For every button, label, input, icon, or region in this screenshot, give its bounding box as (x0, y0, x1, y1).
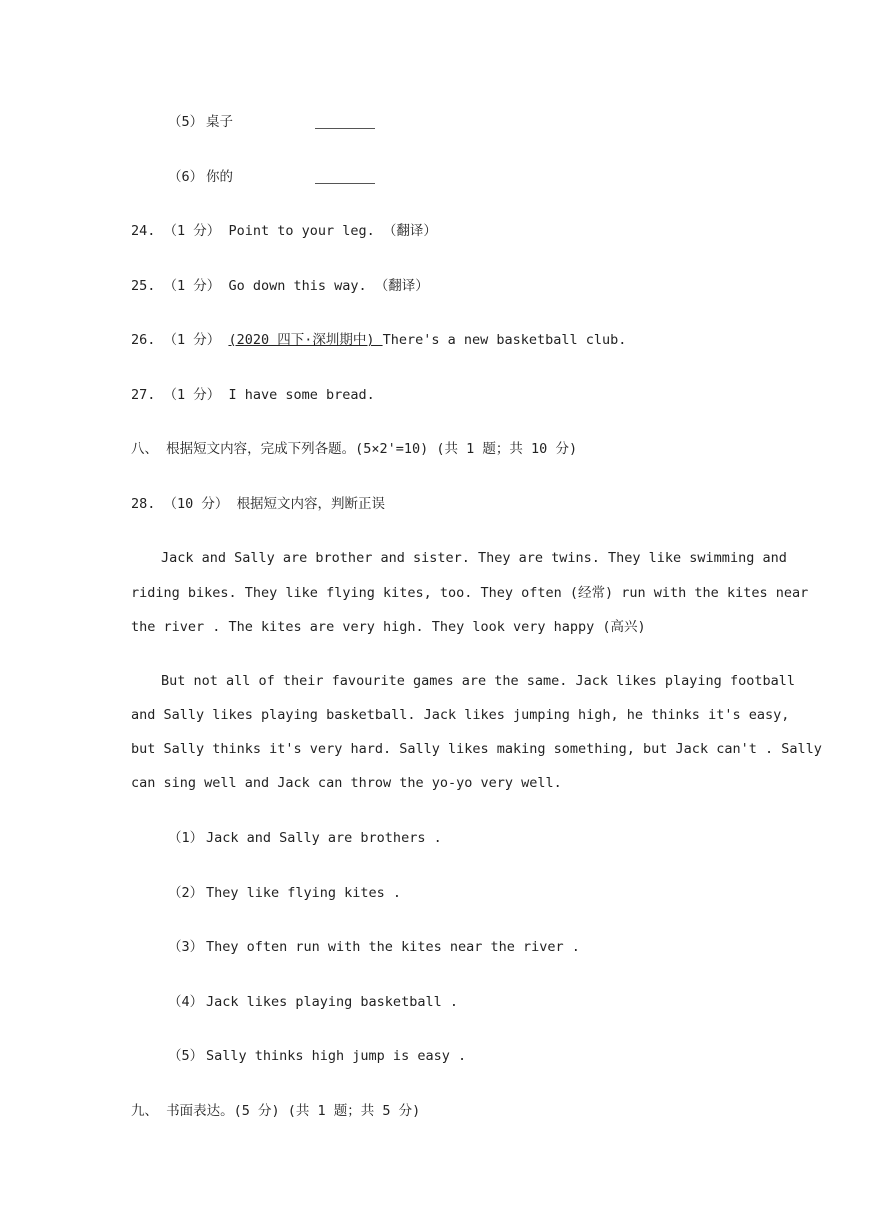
question-number: 28. (131, 496, 156, 512)
section-heading-8 (131, 439, 577, 459)
section-title: 根据短文内容，完成下列各题。(5×2'=10) (共 1 题；共 10 分) (166, 441, 578, 457)
item-text: Sally thinks high jump is easy . (206, 1048, 467, 1064)
passage-line: and Sally likes playing basketball. Jack likes jumping high, he thinks it's easy, (131, 707, 790, 723)
question-number: 27. (131, 387, 156, 403)
question-source: (2020 四下·深圳期中) (228, 332, 383, 348)
item-number: （2） (168, 885, 204, 901)
item-text: 你的 (206, 169, 233, 185)
section-label: 九、 (131, 1103, 158, 1119)
item-number: （6） (168, 169, 204, 185)
item-text: They often run with the kites near the river . (206, 939, 580, 955)
item-number: （1） (168, 830, 204, 846)
question-text: I have some bread. (228, 387, 375, 403)
passage-line: can sing well and Jack can throw the yo-yo very well. (131, 775, 562, 791)
statement-item (168, 937, 580, 957)
question-number: 24. (131, 223, 156, 239)
question-number: 26. (131, 332, 156, 348)
question-24 (131, 221, 437, 241)
question-text: Go down this way. （翻译） (228, 278, 429, 294)
passage-line: but Sally thinks it's very hard. Sally likes making something, but Jack can't . Sally (131, 741, 822, 757)
passage-line: riding bikes. They like flying kites, too. They often (经常) run with the kites near (131, 585, 809, 601)
vocab-item (168, 167, 233, 187)
item-text: Jack likes playing basketball . (206, 994, 458, 1010)
passage-line: Jack and Sally are brother and sister. They are twins. They like swimming and (161, 550, 787, 566)
item-text: Jack and Sally are brothers . (206, 830, 442, 846)
statement-item (168, 992, 458, 1012)
statement-item (168, 883, 401, 903)
question-score: （10 分） (163, 496, 229, 512)
statement-item (168, 828, 442, 848)
section-label: 八、 (131, 441, 158, 457)
question-text: Point to your leg. （翻译） (228, 223, 437, 239)
item-text: 桌子 (206, 114, 233, 130)
question-text: 根据短文内容，判断正误 (236, 496, 386, 512)
item-number: （5） (168, 114, 204, 130)
statement-item (168, 1046, 466, 1066)
question-score: （1 分） (163, 332, 221, 348)
item-text: They like flying kites . (206, 885, 402, 901)
question-28 (131, 494, 385, 514)
question-text: There's a new basketball club. (382, 332, 627, 348)
question-score: （1 分） (163, 387, 221, 403)
question-26 (131, 330, 626, 350)
passage-line: But not all of their favourite games are the same. Jack likes playing football (161, 673, 795, 689)
question-27 (131, 385, 375, 405)
item-number: （3） (168, 939, 204, 955)
question-score: （1 分） (163, 278, 221, 294)
vocab-item (168, 112, 233, 132)
answer-blank[interactable] (315, 169, 375, 184)
question-25 (131, 276, 429, 296)
answer-blank[interactable] (315, 114, 375, 129)
passage-line: the river . The kites are very high. They look very happy (高兴) (131, 619, 646, 635)
section-heading-9 (131, 1101, 420, 1121)
section-title: 书面表达。(5 分) (共 1 题；共 5 分) (166, 1103, 421, 1119)
question-score: （1 分） (163, 223, 221, 239)
question-number: 25. (131, 278, 156, 294)
item-number: （4） (168, 994, 204, 1010)
item-number: （5） (168, 1048, 204, 1064)
